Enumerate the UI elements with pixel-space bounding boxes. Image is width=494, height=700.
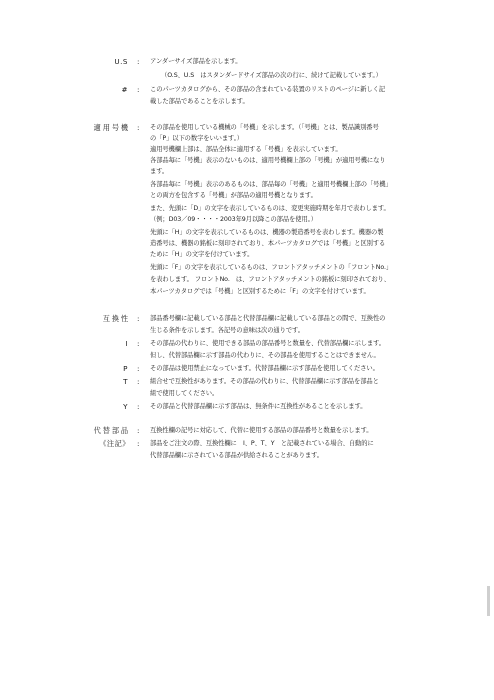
colon: :: [137, 439, 140, 448]
colon: :: [137, 402, 140, 411]
tekiyo-line-14: を表わします。 フロントNo. は、フロントアタッチメントの銘板に刻印されており、: [150, 276, 390, 283]
tekiyo-line-10: 先頭に「H」の文字を表示しているものは、機器の製造番号を表わします。機器の製: [150, 229, 384, 236]
term-t: T: [123, 377, 128, 386]
term-i: I: [125, 339, 128, 348]
tekiyo-line-2: の「P」以下の数字をいいます。）: [150, 135, 243, 142]
colon: :: [137, 314, 140, 323]
colon: :: [137, 85, 140, 94]
tekiyo-line-3: 適用号機欄上部は、部品全体に適用する「号機」を表示しています。: [150, 146, 342, 153]
term-gokan: 互換性: [102, 314, 130, 323]
us-line-2: （O.S、U.S はスタンダードサイズ部品の次の行に、続けて記載しています。）: [161, 72, 382, 79]
tekiyo-line-1: その部品を使用している機械の「号機」を示します。（「号機」とは、製品識別番号: [150, 124, 379, 131]
t-line-1: 組合せで互換性があります。その部品の代わりに、代替部品欄に示す部品を部品と: [150, 378, 379, 385]
tekiyo-line-15: 本パーツカタログでは「号機」と区別するために「F」の文字を付けています。: [150, 288, 370, 295]
sharp-line-2: 載した部品であることを示します。: [150, 98, 249, 105]
note-line-2: 代替部品欄に示されている部品が供給されることがあります。: [150, 452, 324, 459]
tekiyo-line-6: 各部品毎に「号機」表示のあるものは、部品毎の「号機」と適用号機欄上部の「号機」: [150, 181, 392, 188]
tekiyo-line-8: また、先頭に「D」の文字を表示しているものは、変更実施時期を年月で表わします。: [150, 205, 390, 212]
term-tekiyo: 適用号機: [93, 123, 130, 132]
sharp-line-1: このパーツカタログから、その部品の含まれている装置のリストのページに新しく記: [150, 86, 385, 93]
colon: :: [137, 339, 140, 348]
scan-edge-mark: [487, 586, 490, 616]
term-note: 《注記》: [99, 439, 130, 448]
term-sharp: #: [121, 85, 128, 94]
term-y: Y: [123, 402, 128, 411]
gokan-line-2: 生じる条件を示します。各記号の意味は次の通りです。: [150, 327, 304, 334]
p-line-1: その部品は使用禁止になっています。代替部品欄に示す部品を使用してください。: [150, 365, 379, 372]
colon: :: [137, 364, 140, 373]
tekiyo-line-4: 各部品毎に「号機」表示のないものは、適用号機欄上部の「号機」が適用号機になり: [150, 157, 386, 164]
daitai-line-1: 互換性欄の記号に対応して、代替に使用する部品の部品番号と数量を示します。: [150, 427, 373, 434]
y-line-1: その部品と代替部品欄に示す部品は、無条件に互換性があることを示します。: [150, 403, 367, 410]
colon: :: [137, 123, 140, 132]
note-line-1: 部品をご注文の際、互換性欄に I、P、T、Y と記載されている場合、自動的に: [150, 440, 374, 447]
t-line-2: 組で使用してください。: [150, 390, 219, 397]
term-us: U.S: [114, 57, 128, 66]
tekiyo-line-12: ために「H」の文字を付けています。: [150, 251, 254, 258]
colon: :: [137, 426, 140, 435]
colon: :: [137, 377, 140, 386]
colon: :: [137, 57, 140, 66]
i-line-2: 但し、代替部品欄に示す部品の代わりに、その部品を使用することはできません。: [150, 352, 380, 359]
i-line-1: その部品の代わりに、使用できる部品の部品番号と数量を、代替部品欄に示します。: [150, 340, 385, 347]
tekiyo-line-13: 先頭に「F」の文字を表示しているものは、フロントアタッチメントの「フロントNo.」: [150, 264, 393, 271]
tekiyo-line-9: （例；D03／09・・・・2003年9月以降この部品を使用。）: [150, 216, 317, 223]
us-line-1: アンダーサイズ部品を示します。: [150, 58, 242, 65]
term-daitai: 代替部品: [93, 426, 130, 435]
tekiyo-line-7: との両方を包含する「号機」が部品の適用号機となります。: [150, 192, 317, 199]
tekiyo-line-5: ます。: [150, 168, 169, 175]
term-p: P: [123, 364, 128, 373]
tekiyo-line-11: 造番号は、機器の銘板に刻印されており、本パーツカタログでは「号機」と区別する: [150, 240, 386, 247]
gokan-line-1: 部品番号欄に記載している部品と代替部品欄に記載している部品との間で、互換性の: [150, 315, 386, 322]
